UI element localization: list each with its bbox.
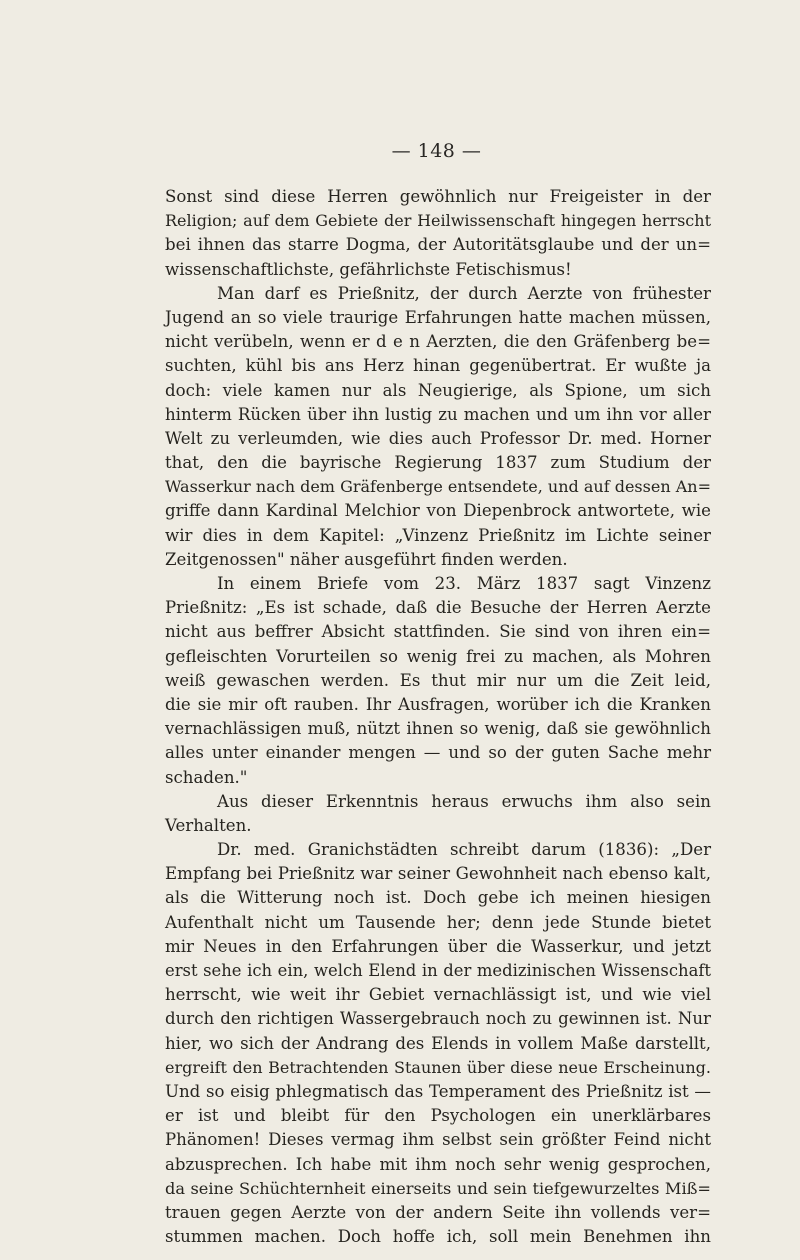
text-line: erst sehe ich ein, welch Elend in der medizinischen Wissenschaft	[165, 961, 711, 980]
text-line: Und so eisig phlegmatisch das Temperament des Prießnitz ist —	[165, 1081, 711, 1101]
text-line: weiß gewaschen werden. Es thut mir nur um die Zeit leid,	[165, 670, 711, 690]
text-line: doch: viele kamen nur als Neugierige, als Spione, um sich	[165, 380, 711, 400]
text-line: alles unter einander mengen — und so der guten Sache mehr	[165, 743, 711, 763]
text-line: Sonst sind diese Herren gewöhnlich nur Freigeister in der	[165, 187, 711, 206]
text-line: Prießnitz: „Es ist schade, daß die Besuche der Herren Aerzte	[165, 598, 711, 618]
text-line: nicht verübeln, wenn er d e n Aerzten, die den Gräfenberg be=	[165, 332, 711, 352]
text-line: hinterm Rücken über ihn lustig zu machen und um ihn vor aller	[165, 404, 711, 424]
text-line: Jugend an so viele traurige Erfahrungen hatte machen müssen,	[165, 307, 711, 327]
text-line: Welt zu verleumden, wie dies auch Professor Dr. med. Horner	[165, 428, 711, 448]
text-line: er ist und bleibt für den Psychologen ein unerklärbares	[165, 1106, 711, 1126]
text-line: that, den die bayrische Regierung 1837 zum Studium der	[165, 453, 711, 473]
text-line: vernachlässigen muß, nützt ihnen so wenig, daß sie gewöhnlich	[165, 719, 711, 739]
text-line: Man darf es Prießnitz, der durch Aerzte von frühester	[217, 283, 711, 303]
text-line: In einem Briefe vom 23. März 1837 sagt Vinzenz	[217, 574, 711, 593]
text-line: wir dies in dem Kapitel: „Vinzenz Prießnitz im Lichte seiner	[165, 525, 711, 545]
text-line: ergreift den Betrachtenden Staunen über diese neue Erscheinung.	[165, 1057, 711, 1077]
text-line: trauen gegen Aerzte von der andern Seite ihn vollends ver=	[165, 1202, 711, 1222]
page-number: — 148 —	[391, 140, 482, 162]
text-line: wissenschaftlichste, gefährlichste Fetischismus!	[165, 259, 572, 279]
text-line: herrscht, wie weit ihr Gebiet vernachlässigt ist, und wie viel	[165, 985, 711, 1005]
text-line: durch den richtigen Wassergebrauch noch zu gewinnen ist. Nur	[165, 1009, 711, 1029]
text-line: Zeitgenossen" näher ausgeführt finden werden.	[165, 549, 568, 569]
text-line: nicht aus beffrer Absicht stattfinden. Sie sind von ihren ein=	[165, 622, 711, 642]
text-line: suchten, kühl bis ans Herz hinan gegenübertrat. Er wußte ja	[165, 356, 711, 376]
text-line: gefleischten Vorurteilen so wenig frei zu machen, als Mohren	[165, 646, 711, 666]
text-line: griffe dann Kardinal Melchior von Diepenbrock antwortete, wie	[165, 501, 711, 521]
text-line: Aufenthalt nicht um Tausende her; denn jede Stunde bietet	[165, 912, 711, 932]
text-line: mir Neues in den Erfahrungen über die Wasserkur, und jetzt	[165, 936, 711, 956]
text-line: Verhalten.	[165, 815, 252, 835]
text-line: Empfang bei Prießnitz war seiner Gewohnheit nach ebenso kalt,	[165, 864, 711, 884]
text-line: Dr. med. Granichstädten schreibt darum (1836): „Der	[217, 840, 711, 860]
text-line: bei ihnen das starre Dogma, der Autoritätsglaube und der un=	[165, 235, 711, 255]
text-line: als die Witterung noch ist. Doch gebe ich meinen hiesigen	[165, 888, 711, 908]
body-text	[165, 185, 711, 1249]
text-line: abzusprechen. Ich habe mit ihm noch sehr wenig gesprochen,	[165, 1154, 711, 1174]
text-line: die sie mir oft rauben. Ihr Ausfragen, worüber ich die Kranken	[165, 694, 711, 714]
text-line: da seine Schüchternheit einerseits und sein tiefgewurzeltes Miß=	[165, 1178, 711, 1198]
text-line: Religion; auf dem Gebiete der Heilwissenschaft hingegen herrscht	[165, 211, 711, 231]
text-line: schaden."	[165, 767, 248, 787]
text-line: Aus dieser Erkenntnis heraus erwuchs ihm also sein	[217, 791, 711, 811]
text-line: Phänomen! Dieses vermag ihm selbst sein größter Feind nicht	[165, 1130, 711, 1150]
text-line: hier, wo sich der Andrang des Elends in vollem Maße darstellt,	[165, 1033, 711, 1053]
text-line: Wasserkur nach dem Gräfenberge entsendete, und auf dessen An=	[165, 477, 711, 497]
text-line: stummen machen. Doch hoffe ich, soll mein Benehmen ihn	[165, 1227, 711, 1247]
